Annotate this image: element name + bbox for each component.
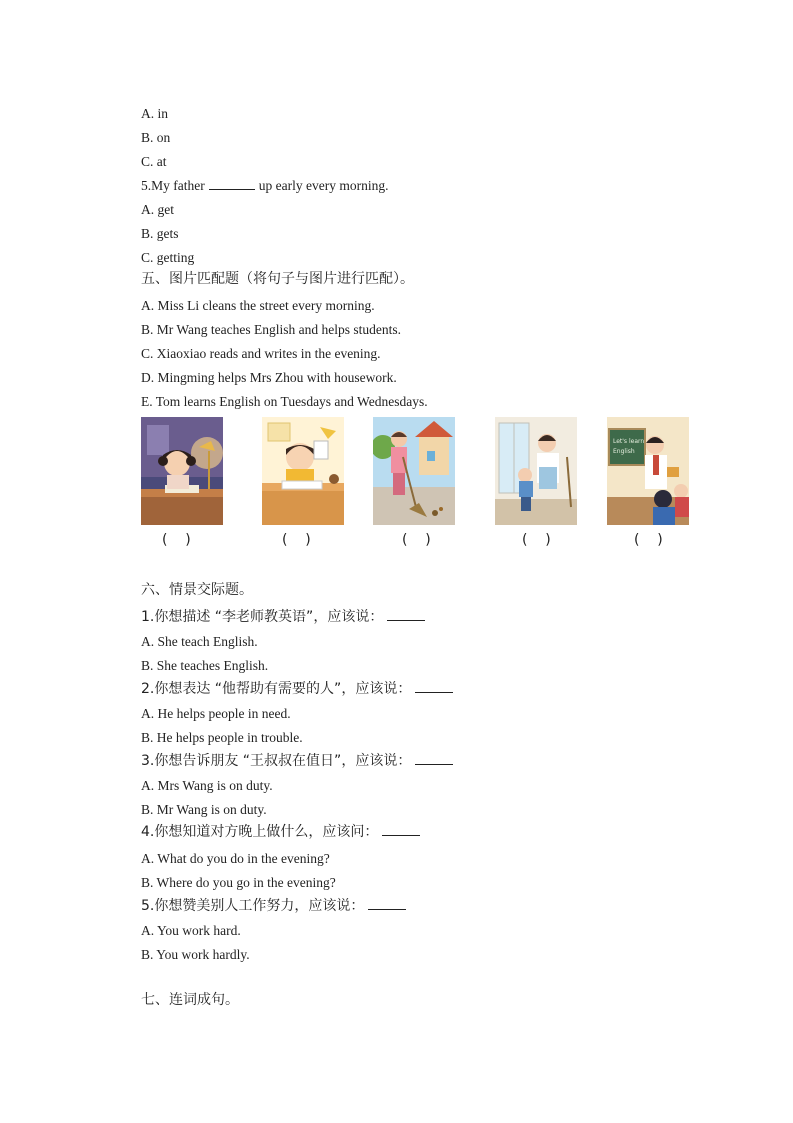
picture-answer-2[interactable]: ( ) — [282, 532, 311, 548]
s6-q4-stem — [141, 823, 424, 841]
answer-blank[interactable] — [415, 752, 453, 765]
picture-answer-4[interactable]: ( ) — [522, 532, 551, 548]
match-sentence-b: B. Mr Wang teaches English and helps students. — [141, 322, 402, 337]
q4-option-b: B. on — [141, 130, 171, 145]
s6-q4-text: 4.你想知道对方晚上做什么，应该问： — [141, 824, 379, 840]
board-text: Let's learn — [613, 438, 645, 445]
section-5-heading: 五、图片匹配题（将句子与图片进行匹配）。 — [141, 271, 414, 287]
s6-q5-option-a: A. You work hard. — [141, 923, 241, 938]
picture-answer-1[interactable]: ( ) — [162, 532, 191, 548]
s6-q1-option-b: B. She teaches English. — [141, 658, 269, 673]
q5-option-a: A. get — [141, 202, 174, 217]
picture-answer-5[interactable]: ( ) — [634, 532, 663, 548]
q4-option-c: C. at — [141, 154, 167, 169]
q5-stem-head: 5.My father — [141, 178, 205, 193]
s6-q5-stem — [141, 897, 410, 915]
picture-teacher-english — [607, 417, 689, 525]
q5-option-c: C. getting — [141, 250, 195, 265]
picture-housework — [495, 417, 577, 525]
section-7-heading: 七、连词成句。 — [141, 992, 239, 1008]
s6-q3-option-b: B. Mr Wang is on duty. — [141, 802, 267, 817]
s6-q2-stem — [141, 680, 457, 698]
s6-q4-option-a: A. What do you do in the evening? — [141, 851, 330, 866]
q4-option-a: A. in — [141, 106, 168, 121]
s6-q2-text: 2.你想表达 “他帮助有需要的人”，应该说： — [141, 681, 412, 697]
s6-q3-stem — [141, 752, 457, 770]
s6-q3-text: 3.你想告诉朋友 “王叔叔在值日”，应该说： — [141, 753, 412, 769]
s6-q5-option-b: B. You work hardly. — [141, 947, 250, 962]
answer-blank[interactable] — [415, 680, 453, 693]
s6-q5-text: 5.你想赞美别人工作努力，应该说： — [141, 898, 365, 914]
s6-q3-option-a: A. Mrs Wang is on duty. — [141, 778, 273, 793]
section-6-heading: 六、情景交际题。 — [141, 582, 253, 598]
picture-answer-3[interactable]: ( ) — [402, 532, 431, 548]
picture-boy-writing — [262, 417, 344, 525]
picture-girl-reading — [141, 417, 223, 525]
q5-stem-tail: up early every morning. — [258, 178, 389, 193]
s6-q2-option-b: B. He helps people in trouble. — [141, 730, 303, 745]
svg-text:English: English — [613, 448, 635, 455]
match-sentence-e: E. Tom learns English on Tuesdays and Wednesdays. — [141, 394, 428, 409]
answer-blank[interactable] — [387, 608, 425, 621]
q5-option-b: B. gets — [141, 226, 179, 241]
answer-blank[interactable] — [209, 177, 255, 190]
match-sentence-d: D. Mingming helps Mrs Zhou with housework. — [141, 370, 397, 385]
s6-q2-option-a: A. He helps people in need. — [141, 706, 291, 721]
answer-blank[interactable] — [368, 897, 406, 910]
match-sentence-a: A. Miss Li cleans the street every morning. — [141, 298, 375, 313]
match-sentence-c: C. Xiaoxiao reads and writes in the evening. — [141, 346, 381, 361]
s6-q1-option-a: A. She teach English. — [141, 634, 258, 649]
s6-q1-stem — [141, 608, 429, 626]
q5-stem — [141, 177, 388, 195]
s6-q4-option-b: B. Where do you go in the evening? — [141, 875, 336, 890]
picture-woman-sweeping — [373, 417, 455, 525]
answer-blank[interactable] — [382, 823, 420, 836]
s6-q1-text: 1.你想描述 “李老师教英语”，应该说： — [141, 609, 384, 625]
